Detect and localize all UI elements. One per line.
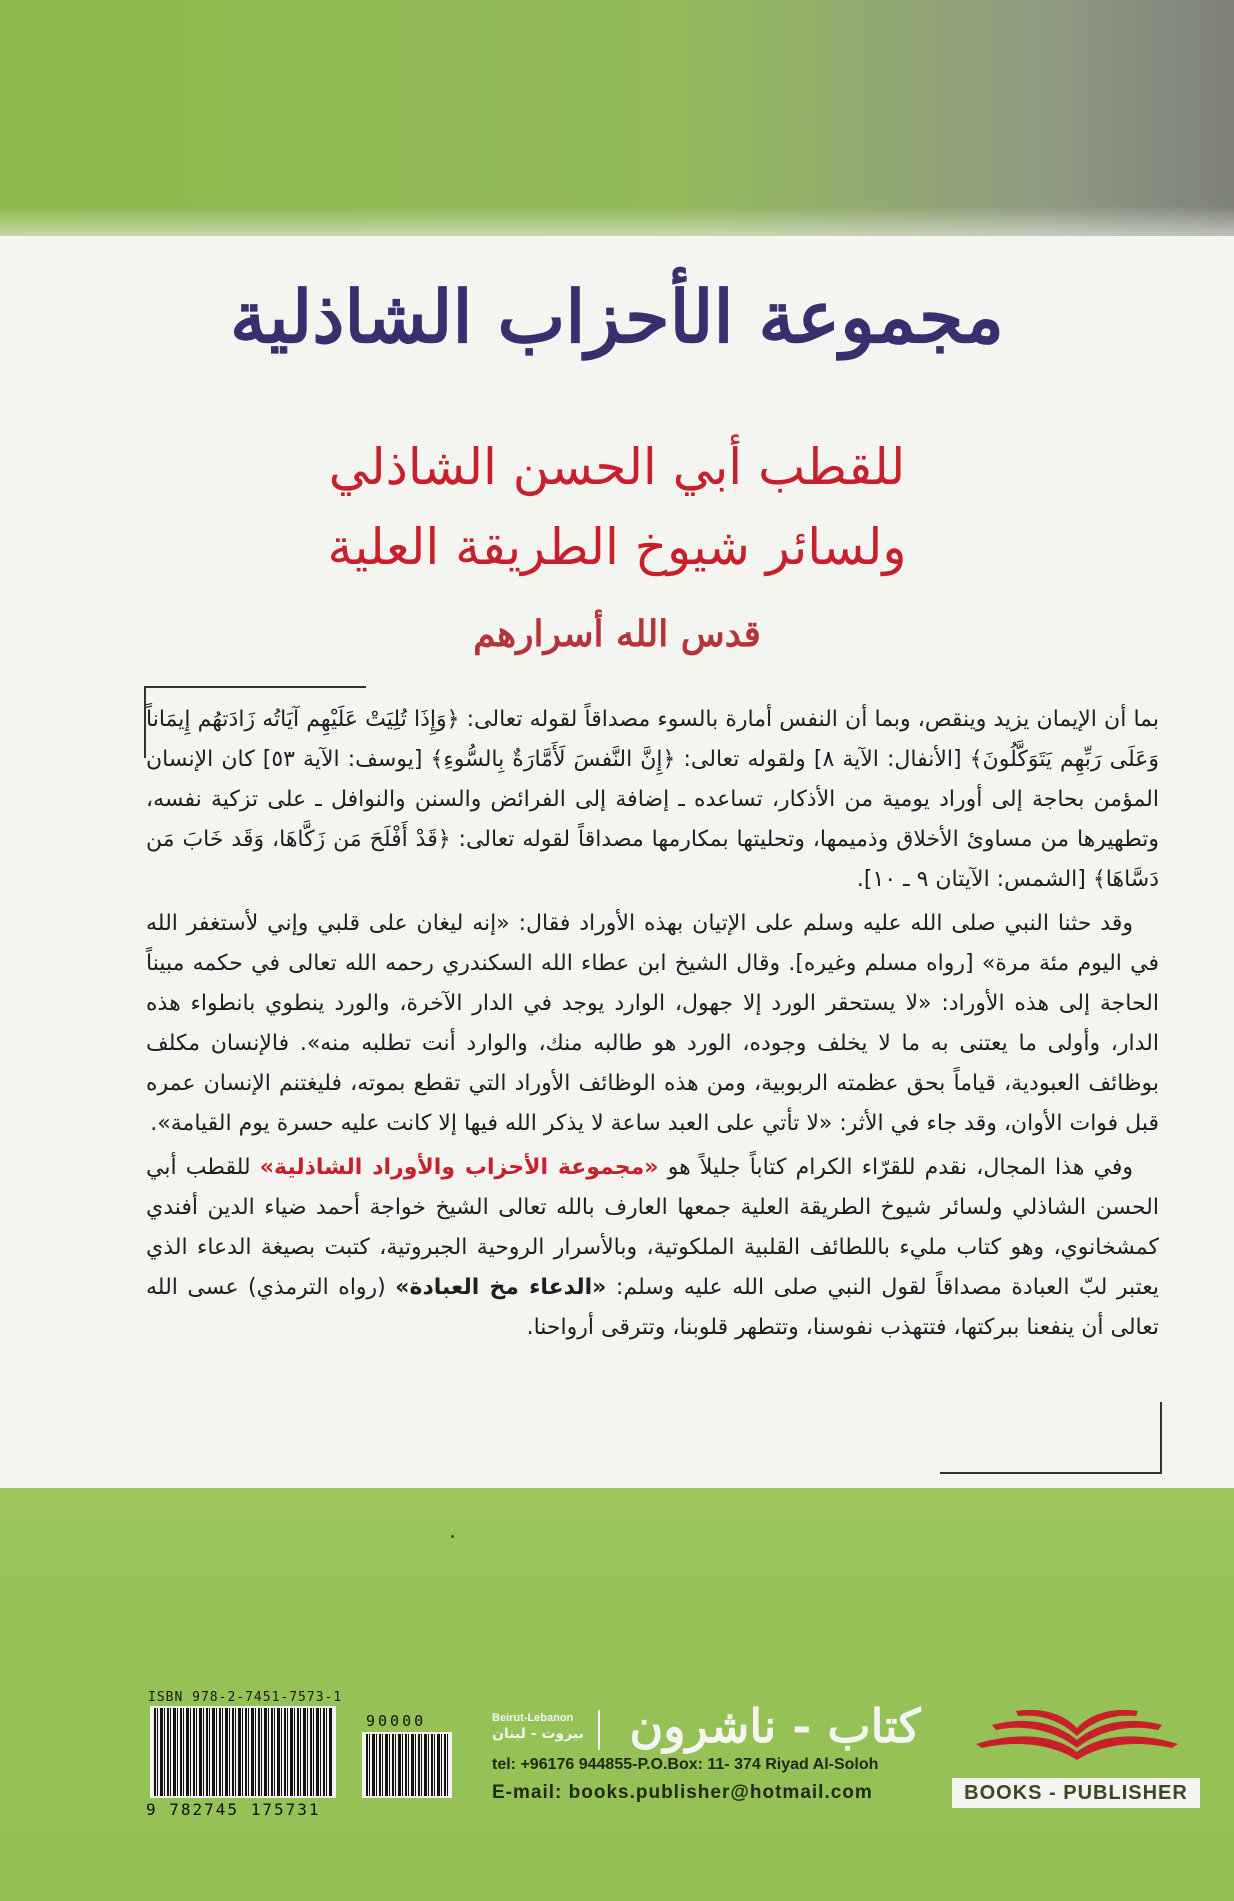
book-title-highlight: «مجموعة الأحزاب والأوراد الشاذلية»	[259, 1155, 659, 1180]
hadith-quote: «الدعاء مخ العبادة»	[395, 1275, 607, 1300]
publisher-city-en: Beirut-Lebanon	[492, 1712, 574, 1724]
publisher-logo-text: BOOKS - PUBLISHER	[952, 1778, 1200, 1808]
blessing-phrase: قدس الله أسرارهم	[473, 613, 761, 655]
subtitle-line-2: ولسائر شيوخ الطريقة العلية	[327, 518, 907, 576]
speck	[451, 1535, 454, 1538]
paragraph-2: وقد حثنا النبي صلى الله عليه وسلم على الإتيان بهذه الأوراد فقال: «إنه ليغان على قلبي وإني لأستغفر الله في اليوم مئة مرة» [رواه مسلم وغيره]. وقال الشيخ ابن عطاء الله السكندري رحمه الله تعالى في حكمه مبيناً الحاجة إلى هذه الأوراد: «لا يستحقر الورد إلا جهول، الوارد يوجد في الدار الآخرة، والورد ينطوي بانطواء هذه الدار، وأولى ما يعتنى به ما لا يخلف وجوده، الورد هو طالبه منك، والوارد أنت تطلبه منه». فالإنسان مكلف بوظائف العبودية، قياماً بحق عظمته الربوبية، ومن هذه الوظائف الأوراد التي تقطع بموته، فليغتنم الإنسان عمره قبل فوات الأوان، وقد جاء في الأثر: «لا تأتي على العبد ساعة لا يذكر الله فيها إلا كانت عليه حسرة يوم القيامة».	[146, 911, 1159, 1136]
addon-barcode-bars	[366, 1734, 448, 1796]
paragraph-1: بما أن الإيمان يزيد وينقص، وبما أن النفس أمارة بالسوء مصداقاً لقوله تعالى: ﴿وَإِذَا تُلِيَتْ عَلَيْهِم آيَاتُه زَادَتهُم إِيمَاناً وَعَلَى رَبِّهِم يَتَوَكَّلُونَ﴾ [الأنفال: الآية ٨] ولقوله تعالى: ﴿إِنَّ النَّفسَ لَأَمَّارَةٌ بِالسُّوءِ﴾ [يوسف: الآية ٥٣] كان الإنسان المؤمن بحاجة إلى أوراد يومية من الأذكار، تساعده ـ إضافة إلى الفرائض والسنن والنوافل ـ على تزكية نفسه، وتطهيرها من مساوئ الأخلاق وذميمها، وتحليتها بمكارمها مصداقاً لقوله تعالى: ﴿قَدْ أَفْلَحَ مَن زَكَّاهَا، وَقَد خَابَ مَن دَسَّاهَا﴾ [الشمس: الآيتان ٩ ـ ١٠].	[146, 707, 1159, 892]
isbn-digits: 9 782745 175731	[146, 1800, 321, 1819]
isbn-barcode	[150, 1706, 336, 1798]
barcode-bars	[154, 1708, 332, 1796]
frame-corner-bottom	[940, 1402, 1162, 1474]
isbn-label: ISBN 978-2-7451-7573-1	[148, 1690, 343, 1705]
p3-intro: وفي هذا المجال، نقدم للقرّاء الكرام كتاباً جليلاً هو	[667, 1155, 1133, 1180]
book-title: مجموعة الأحزاب الشاذلية	[230, 274, 1004, 359]
price-code: 90000	[366, 1712, 427, 1730]
p3-middle: للقطب أبي الحسن الشاذلي ولسائر شيوخ الطريقة العلية جمعها العارف بالله تعالى الشيخ خواجة أحمد ضياء الدين أفندي كمشخانوي، وهو كتاب مليء باللطائف القلبية الملكوتية، وبالأسرار الروحية الجبروتية، كتبت بصيغة الدعاء الذي يعتبر لبّ العبادة مصداقاً لقول النبي صلى الله عليه وسلم:	[146, 1155, 1159, 1300]
description-text	[146, 700, 1159, 1352]
publisher-phone: tel: +96176 944855-P.O.Box: 11- 374 Riyad Al-Soloh	[492, 1756, 879, 1773]
addon-barcode	[362, 1732, 452, 1798]
publisher-email: E-mail: books.publisher@hotmail.com	[492, 1782, 873, 1803]
paragraph-3	[146, 1148, 1159, 1348]
publisher-divider	[598, 1710, 600, 1750]
p3-ending: (رواه الترمذي) عسى الله تعالى أن ينفعنا ببركتها، فتتهذب نفوسنا، وتتطهر قلوبنا، وتترقى أرواحنا.	[146, 1275, 1159, 1340]
open-book-logo-icon	[962, 1704, 1192, 1764]
top-green-band	[0, 0, 1234, 236]
publisher-name-ar: كتاب - ناشرون	[629, 1699, 921, 1753]
subtitle-line-1: للقطب أبي الحسن الشاذلي	[328, 438, 906, 496]
publisher-city-ar: بيروت - لبنان	[492, 1726, 584, 1742]
